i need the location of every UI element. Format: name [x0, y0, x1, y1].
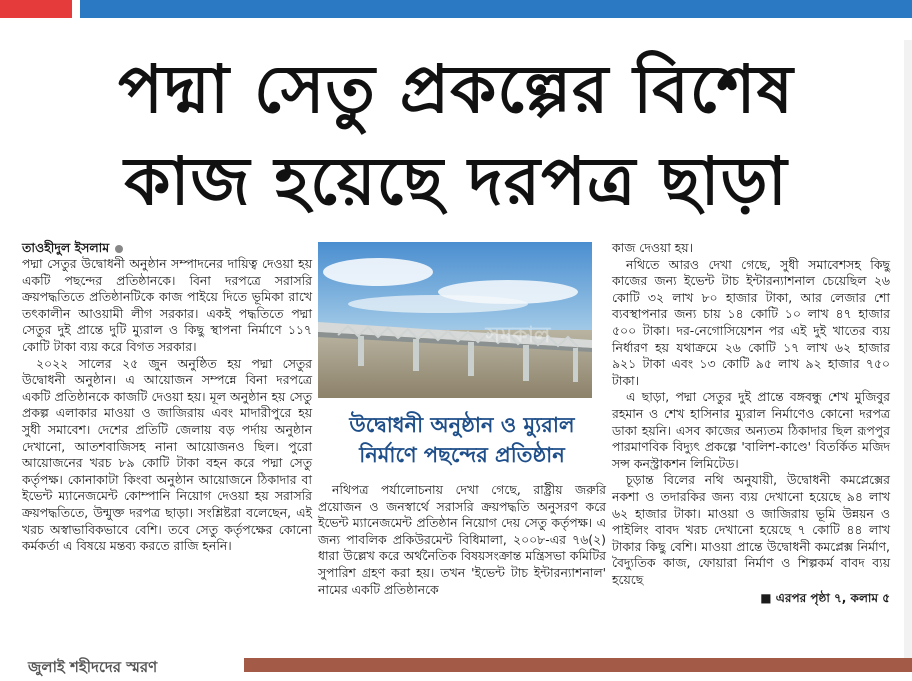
- bridge-photo-svg: [318, 242, 592, 398]
- paragraph: ২০২২ সালের ২৫ জুন অনুষ্ঠিত হয় পদ্মা সেতুর উদ্বোধনী অনুষ্ঠান। এ আয়োজন সম্পন্নে বিনা দরপত্রে একটি প্রতিষ্ঠানকে কাজটি দেওয়া হয়। মূল অনুষ্ঠান হয় সেতু প্রকল্প এলাকার মাওয়া ও জাজিরায় এবং মাদারীপুরে হয় সুধী সমাবেশ। দেশের প্রতিটি জেলায় বড় পর্দায় অনুষ্ঠান দেখানো, আতশবাজিসহ নানা আয়োজনও ছিল। পুরো আয়োজনের খরচ ৮৯ কোটি টাকা বহন করে পদ্মা সেতু কর্তৃপক্ষ। কোনাকাটা কিংবা অনুষ্ঠান আয়োজনে ঠিকাদার বা ইভেন্ট ম্যানেজমেন্ট কোম্পানি নিয়োগ দেওয়া হয় সরাসরি ক্রয়পদ্ধতিতে, উন্মুক্ত দরপত্র ছাড়া। সংশ্লিষ্টরা বলেছেন, এই খরচ অস্বাভাবিকভাবে বেশি। তবে সেতু কর্তৃপক্ষের কোনো কর্মকর্তা এ বিষয়ে মন্তব্য করতে রাজি হননি।: [22, 355, 312, 554]
- top-red-bar: [0, 0, 72, 18]
- headline-line-2: কাজ হয়েছে দরপত্র ছাড়া: [124, 143, 788, 220]
- continued-note: ■ এরপর পৃষ্ঠা ৭, কলাম ৫: [760, 591, 890, 606]
- article-column-3: [612, 240, 890, 607]
- next-story-heading: জুলাই শহীদদের স্মরণ: [28, 658, 158, 676]
- paragraph: কাজ দেওয়া হয়।: [612, 240, 694, 255]
- article-column-1: [22, 256, 312, 555]
- byline-name: তাওহীদুল ইসলাম: [22, 240, 110, 255]
- paragraph: চূড়ান্ত বিলের নথি অনুযায়ী, উদ্বোধনী কমপ্লেক্সের নকশা ও তদারকির জন্য ব্যয় দেখানো হয়েছে ৯৪ লাখ ৬২ হাজার টাকা। মাওয়া ও জাজিরায় ভূমি উন্নয়ন ও পাইলিং বাবদ খরচ দেখানো হয়েছে ৭ কোটি ৪৪ লাখ টাকার কিছু বেশি। মাওয়া প্রান্তে উদ্বোধনী কমপ্লেক্স নির্মাণ, বৈদ্যুতিক কাজ, ফোয়ারা নির্মাণ ও শিল্পকর্ম বাবদ ব্যয় হয়েছে: [612, 472, 890, 587]
- continued-wrap: [612, 590, 890, 607]
- subheading: উদ্বোধনী অনুষ্ঠান ও ম্যুরাল নির্মাণে পছন্দের প্রতিষ্ঠান: [349, 413, 575, 467]
- paragraph: এ ছাড়া, পদ্মা সেতুর দুই প্রান্তে বঙ্গবন্ধু শেখ মুজিবুর রহমান ও শেখ হাসিনার ম্যুরাল নির্মাণেও কোনো দরপত্র ডাকা হয়নি। এসব কাজের অন্যতম ঠিকাদার ছিল রূপপুর পারমাণবিক বিদ্যুৎ প্রকল্পে 'বালিশ-কাণ্ডে' বিতর্কিত মজিদ সন্স কনস্ট্রাকশন লিমিটেড।: [612, 389, 890, 471]
- bridge-photo: [318, 242, 592, 398]
- paragraph: নথিপত্র পর্যালোচনায় দেখা গেছে, রাষ্ট্রীয় জরুরি প্রয়োজন ও জনস্বার্থে সরাসরি ক্রয়পদ্ধতি অনুসরণ করে ইভেন্ট ম্যানেজমেন্ট প্রতিষ্ঠান নিয়োগ দেয় সেতু কর্তৃপক্ষ। এ জন্য পাবলিক প্রকিউরমেন্ট বিধিমালা, ২০০৮-এর ৭৬(২) ধারা উল্লেখ করে অর্থনৈতিক বিষয়সংক্রান্ত মন্ত্রিসভা কমিটির সুপারিশ গ্রহণ করা হয়। তখন 'ইভেন্ট টাচ ইন্টারন্যাশনাল' নামের একটি প্রতিষ্ঠানকে: [318, 482, 606, 597]
- headline-line-1: পদ্মা সেতু প্রকল্পের বিশেষ: [118, 51, 794, 128]
- byline-dot-icon: [115, 245, 123, 253]
- photo-watermark: সমকাল: [485, 323, 551, 348]
- paragraph: পদ্মা সেতুর উদ্বোধনী অনুষ্ঠান সম্পাদনের দায়িত্ব দেওয়া হয় একটি পছন্দের প্রতিষ্ঠানকে। বিনা দরপত্রে সরাসরি ক্রয়পদ্ধতিতে প্রতিষ্ঠানটিকে কাজ পাইয়ে দিতে ভূমিকা রাখে তৎকালীন আওয়ামী লীগ সরকার। একই পদ্ধতিতে পদ্মা সেতুর দুই প্রান্তে দুটি ম্যুরাল ও কিছু স্থাপনা নির্মাণে ১১৭ কোটি টাকা ব্যয় করে বিগত সরকার।: [22, 256, 312, 354]
- next-story-photo-strip: [244, 658, 912, 672]
- article-column-2: [318, 482, 606, 598]
- right-edge: [904, 40, 912, 672]
- top-blue-bar: [80, 0, 912, 18]
- paragraph: নথিতে আরও দেখা গেছে, সুধী সমাবেশসহ কিছু কাজের জন্য ইভেন্ট টাচ ইন্টারন্যাশনাল চেয়েছিল ২৬ কোটি ৩২ লাখ ৮০ হাজার টাকা, আর লেজার শো ব্যবস্থাপনার জন্য চায় ১৪ কোটি ১০ লাখ ৪৭ হাজার ৫০০ টাকা। দর-নেগোসিয়েশন পর এই দুই খাতের ব্যয় নির্ধারণ হয় যথাক্রমে ২৬ কোটি ১৭ লাখ ৬২ হাজার ৯২১ টাকা এবং ১৩ কোটি ৯৫ লাখ ৯২ হাজার ৭৫০ টাকা।: [612, 256, 890, 388]
